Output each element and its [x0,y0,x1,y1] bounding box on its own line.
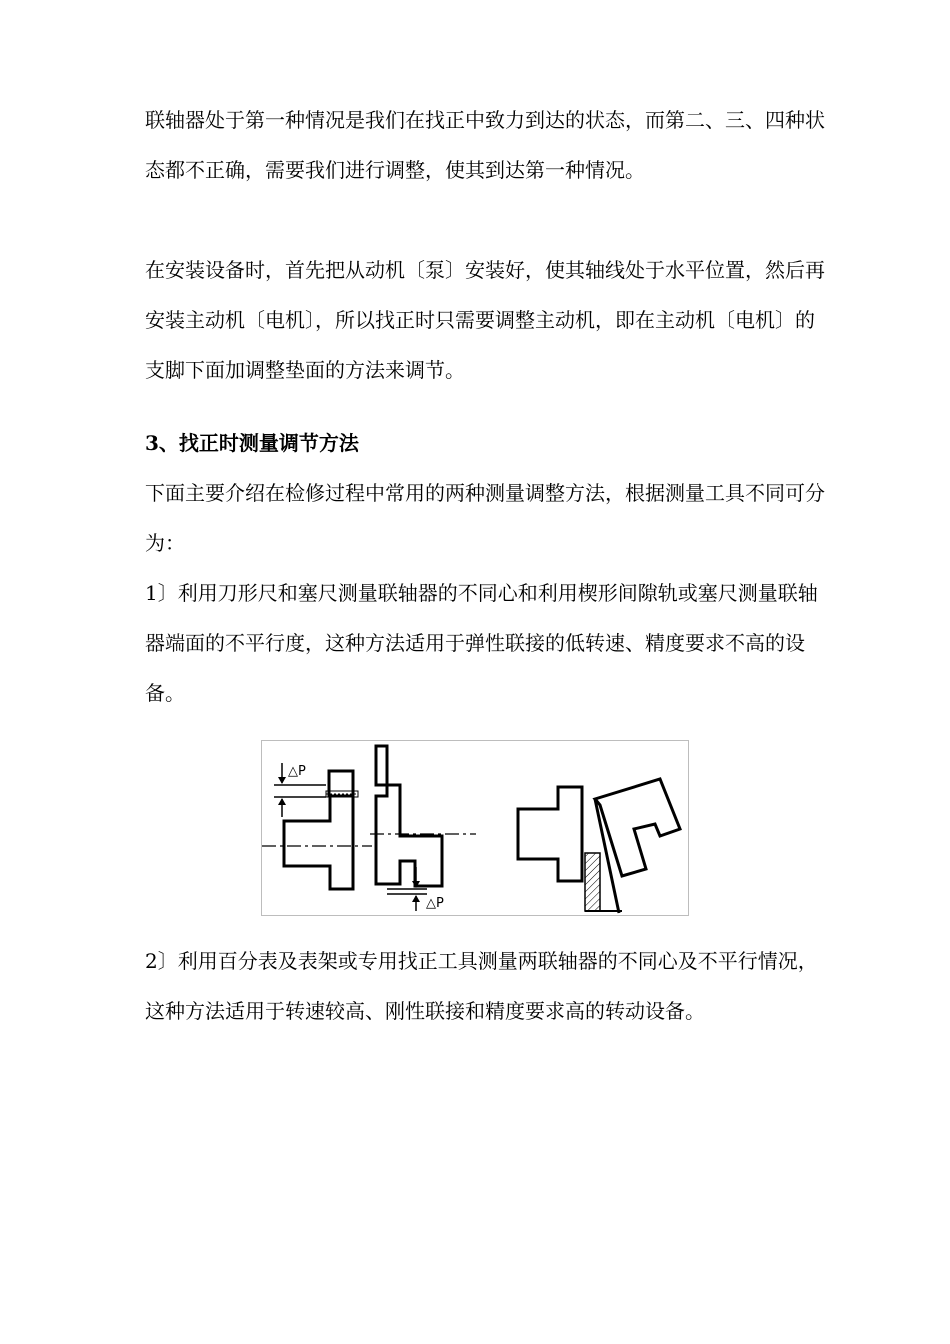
paragraph-method-1: 1〕利用刀形尺和塞尺测量联轴器的不同心和利用楔形间隙轨或塞尺测量联轴器端面的不平行度，这种方法适用于弹性联接的低转速、精度要求不高的设备。 [145,581,818,705]
left-coupling-hub [329,771,353,796]
coupling-diagram [262,741,688,915]
paragraph-methods-intro: 下面主要介绍在检修过程中常用的两种测量调整方法，根据测量工具不同可分为： [145,481,825,555]
paragraph-coupling-states: 联轴器处于第一种情况是我们在找正中致力到达的状态，而第二、三、四种状态都不正确，需要我们进行调整，使其到达第一种情况。 [145,108,825,182]
feeler-wedge [585,853,600,911]
coupling-measurement-figure [261,740,689,916]
delta-p-top-label: △P [288,764,306,779]
paragraph-method-2: 2〕利用百分表及表架或专用找正工具测量两联轴器的不同心及不平行情况，这种方法适用于转速较高、刚性联接和精度要求高的转动设备。 [145,949,818,1023]
paragraph-installation: 在安装设备时，首先把从动机〔泵〕安装好，使其轴线处于水平位置，然后再安装主动机〔电机〕，所以找正时只需要调整主动机，即在主动机〔电机〕的支脚下面加调整垫面的方法来调节。 [145,258,825,382]
left-coupling-flange [284,796,353,889]
section-heading: 3、找正时测量调节方法 [145,431,359,455]
angled-coupling-left-half [518,787,582,881]
right-coupling-half [376,746,442,886]
delta-p-bottom-label: △P [426,896,444,911]
